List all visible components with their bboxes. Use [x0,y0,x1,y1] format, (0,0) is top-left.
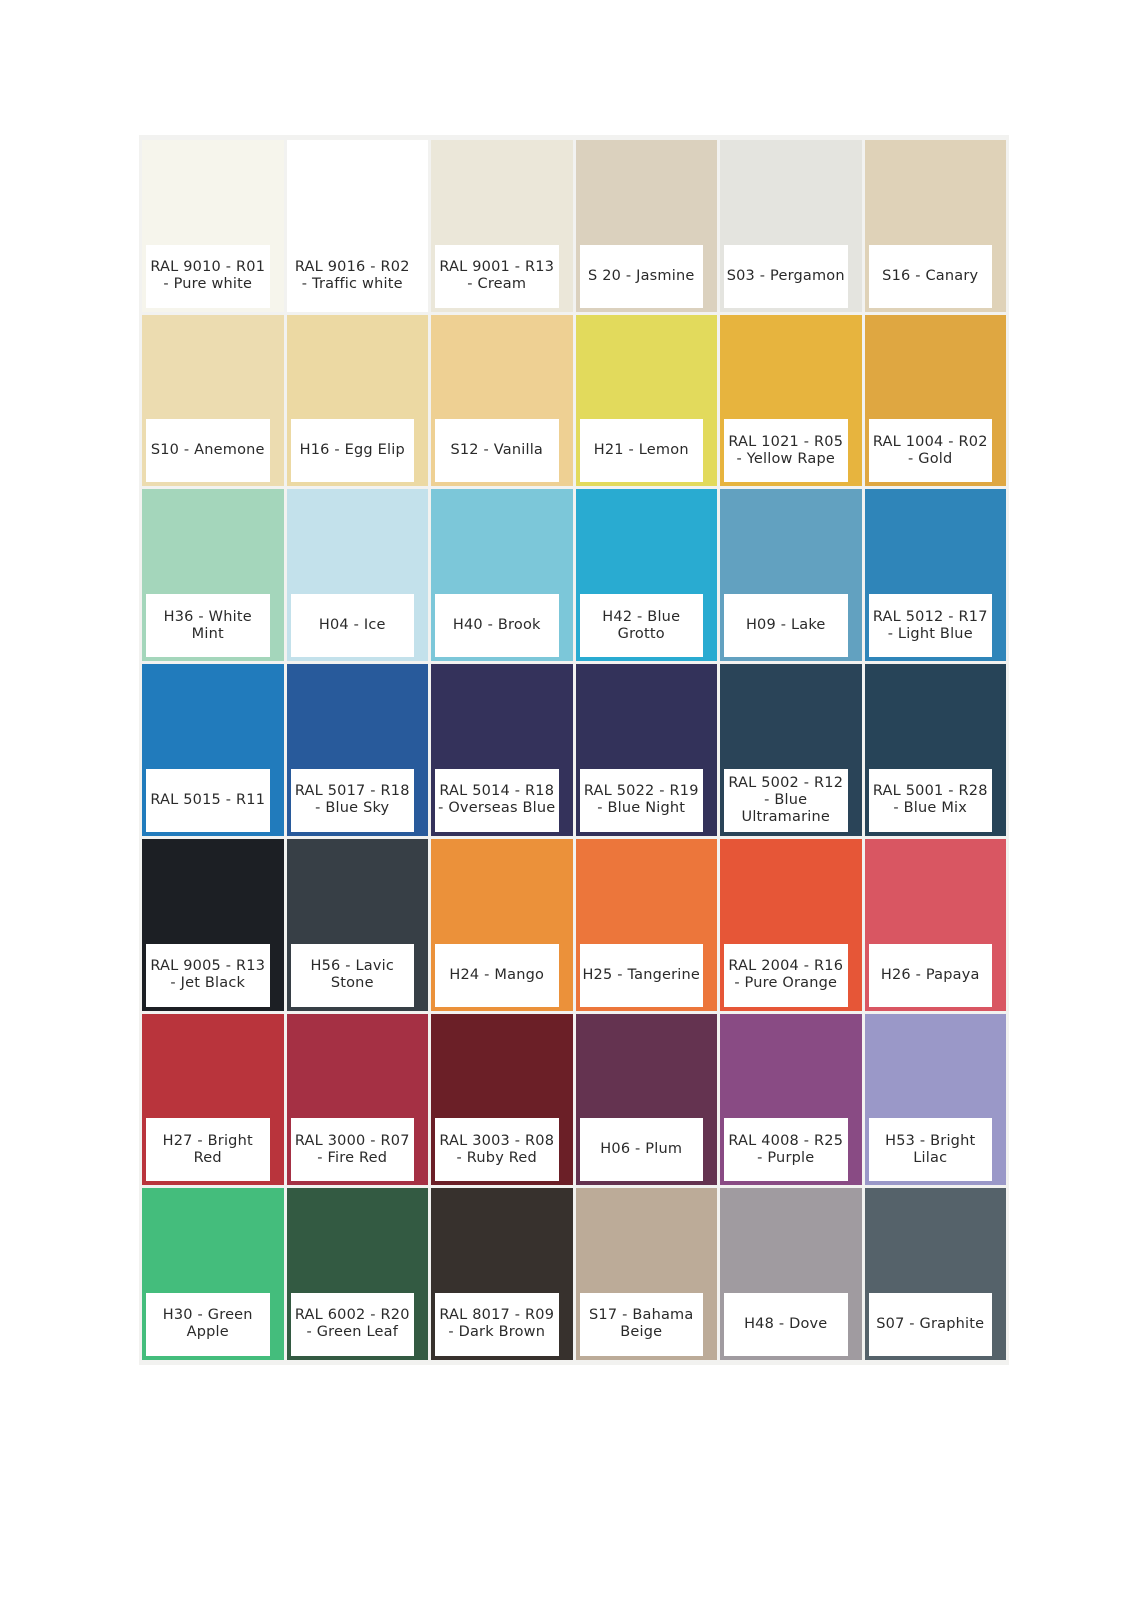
color-swatch [287,664,429,836]
swatch-label: RAL 6002 - R20 - Green Leaf [291,1293,415,1356]
color-swatch [142,1014,284,1186]
color-swatch [576,315,718,487]
color-swatch [720,1188,862,1360]
color-swatch [720,315,862,487]
swatch-label: S10 - Anemone [146,419,270,482]
swatch-label: H42 - Blue Grotto [580,594,704,657]
swatch-label: H36 - White Mint [146,594,270,657]
swatch-label: H25 - Tangerine [580,944,704,1007]
swatch-label: S16 - Canary [869,245,993,308]
swatch-label: H06 - Plum [580,1118,704,1181]
color-swatch [865,140,1007,312]
swatch-label: S17 - Bahama Beige [580,1293,704,1356]
swatch-label: H56 - Lavic Stone [291,944,415,1007]
color-swatch [142,839,284,1011]
color-swatch [431,140,573,312]
color-swatch [865,489,1007,661]
swatch-label: RAL 5022 - R19 - Blue Night [580,769,704,832]
color-swatch [720,839,862,1011]
swatch-label: H09 - Lake [724,594,848,657]
color-swatch [431,664,573,836]
color-swatch [576,1188,718,1360]
color-swatch [865,664,1007,836]
swatch-label: RAL 5012 - R17 - Light Blue [869,594,993,657]
color-swatch [720,664,862,836]
swatch-label: RAL 9010 - R01 - Pure white [146,245,270,308]
color-swatch [287,489,429,661]
color-swatch [720,140,862,312]
swatch-label: H27 - Bright Red [146,1118,270,1181]
color-swatch [142,1188,284,1360]
color-swatch [720,1014,862,1186]
color-swatch [287,315,429,487]
color-swatch-grid [139,135,1009,1365]
color-swatch [287,1014,429,1186]
swatch-label: RAL 5002 - R12 - Blue Ultramarine [724,769,848,832]
swatch-label: RAL 1004 - R02 - Gold [869,419,993,482]
color-swatch [865,1188,1007,1360]
swatch-label: S03 - Pergamon [724,245,848,308]
color-swatch [431,315,573,487]
color-swatch [431,1014,573,1186]
swatch-label: H40 - Brook [435,594,559,657]
swatch-label: RAL 5014 - R18 - Overseas Blue [435,769,559,832]
swatch-label: H21 - Lemon [580,419,704,482]
swatch-label: H53 - Bright Lilac [869,1118,993,1181]
swatch-label: RAL 3003 - R08 - Ruby Red [435,1118,559,1181]
color-swatch [865,315,1007,487]
color-swatch [287,839,429,1011]
swatch-label: H24 - Mango [435,944,559,1007]
swatch-label: RAL 9001 - R13 - Cream [435,245,559,308]
swatch-label: RAL 3000 - R07 - Fire Red [291,1118,415,1181]
swatch-label: RAL 2004 - R16 - Pure Orange [724,944,848,1007]
color-swatch [431,839,573,1011]
color-swatch [576,839,718,1011]
color-swatch [576,664,718,836]
swatch-label: H30 - Green Apple [146,1293,270,1356]
swatch-label: RAL 5001 - R28 - Blue Mix [869,769,993,832]
swatch-label: H26 - Papaya [869,944,993,1007]
color-swatch [142,315,284,487]
color-swatch [142,664,284,836]
swatch-label: RAL 4008 - R25 - Purple [724,1118,848,1181]
color-swatch [287,140,429,312]
swatch-label: RAL 8017 - R09 - Dark Brown [435,1293,559,1356]
swatch-label: S 20 - Jasmine [580,245,704,308]
color-swatch [576,1014,718,1186]
swatch-label: RAL 9005 - R13 - Jet Black [146,944,270,1007]
color-swatch [720,489,862,661]
color-swatch [142,489,284,661]
color-swatch [287,1188,429,1360]
swatch-label: H48 - Dove [724,1293,848,1356]
color-swatch [431,489,573,661]
swatch-label: H04 - Ice [291,594,415,657]
swatch-label: RAL 5015 - R11 [146,769,270,832]
color-swatch [576,489,718,661]
color-swatch [865,839,1007,1011]
swatch-label: H16 - Egg Elip [291,419,415,482]
swatch-label: RAL 5017 - R18 - Blue Sky [291,769,415,832]
swatch-label: S12 - Vanilla [435,419,559,482]
swatch-label: RAL 9016 - R02 - Traffic white [291,245,415,308]
color-swatch [576,140,718,312]
swatch-label: RAL 1021 - R05 - Yellow Rape [724,419,848,482]
color-swatch [431,1188,573,1360]
color-swatch [142,140,284,312]
swatch-label: S07 - Graphite [869,1293,993,1356]
color-swatch [865,1014,1007,1186]
